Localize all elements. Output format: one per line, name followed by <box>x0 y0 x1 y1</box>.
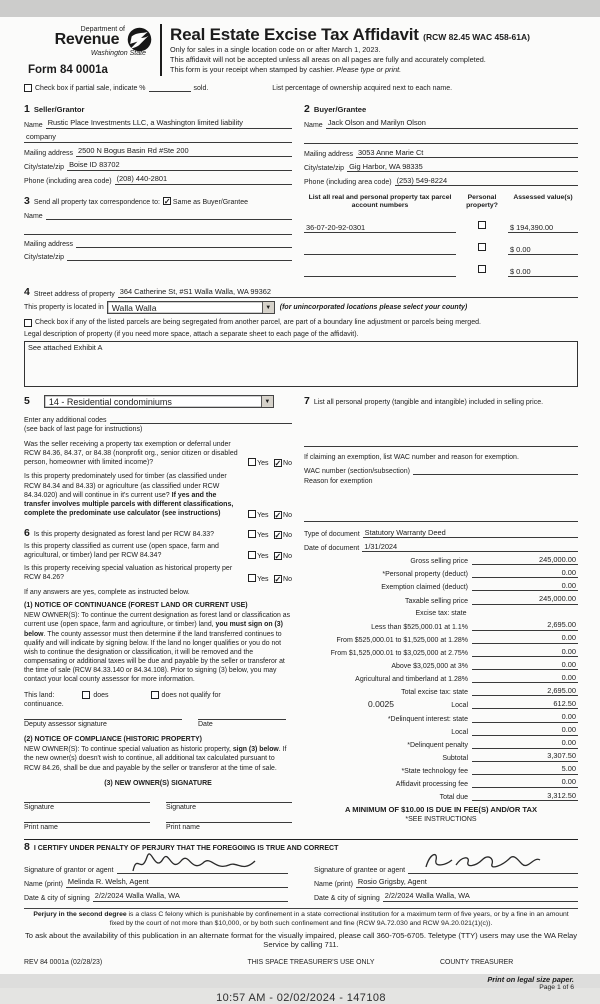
s5q2-yes-checkbox[interactable] <box>248 510 256 518</box>
taxable-selling-price-field[interactable]: 245,000.00 <box>472 594 578 605</box>
perjury-notice: Perjury in the second degree is a class C felony which is punishable by confinement in a state correctional institution for a maximum term of five years, or by a fine in an amount fixed by the court of not more than $10,000, or by both such confinement and fine (RCW 9A.72.030 and RCW 9A.20.021(1)(c)). <box>33 910 569 927</box>
buyer-phone-field[interactable]: (253) 549-8224 <box>395 176 578 187</box>
current-use-question: Is this property classified as current use (open space, farm and agricultural, or timber) land per RCW 84.34? <box>24 542 219 560</box>
seller-exemption-question: Was the seller receiving a property tax exemption or deferral under RCW 84.36, 84.37, or 84.38 (nonprofit org., senior citizen or disabled person, homeowner with limited income)? <box>24 440 238 467</box>
excise-tier2-field[interactable]: 0.00 <box>472 633 578 644</box>
county-dropdown[interactable] <box>107 301 275 314</box>
deputy-date-field[interactable]: Date <box>198 719 286 728</box>
correspondence-name-field-line2[interactable] <box>24 226 292 236</box>
land-use-code-dropdown[interactable] <box>44 395 274 408</box>
delinquent-penalty-field[interactable]: 0.00 <box>472 738 578 749</box>
exemption-note: If claiming an exemption, list WAC number and reason for exemption. <box>304 453 519 461</box>
treasurer-use-only-label: THIS SPACE TREASURER'S USE ONLY <box>247 959 375 967</box>
s6q2-yes-checkbox[interactable] <box>248 551 256 559</box>
section-7-number: 7 <box>304 394 310 407</box>
correspondence-mailing-field[interactable] <box>76 239 292 249</box>
minimum-due-note: A MINIMUM OF $10.00 IS DUE IN FEE(S) AND/OR TAX <box>344 805 538 815</box>
s6q3-yes-checkbox[interactable] <box>248 574 256 582</box>
affidavit-page: Department of Revenue Washington State Form 84 0001a Real Estate Excise Tax Affidavit (RCW 82.45 WAC 458-61A) Only for sales in a single location code on or after March 1, 2023. This affidavit will not be accepted unless all areas on all pages are fully and accurately completed. This form is your receipt when stamped by cashier. Please type or print. Check box if partial sale, indicate % sold. List percentage of ownership acquired next to each name. 1 Seller/Grantor Name Rustic Place Investments LLC, a Washington limited liability company Mailing address 2500 N Bogus Basin Rd #Ste 200 City/state/zip Boise ID 83702 Phone (including area code) (208) 440-2801 3 Send all property tax correspondence to: ✓ Same as Buyer/Grantee Name Mailing address City/state/zip 2 Buyer/Grantee Name Jack Olson and Marilyn Olson Mailing address 3053 Anne Marie Ct City/state/zip Gig Harbor, WA 98335 Phone (including area code) (253) 549-8224 List all real and personal property tax parcel account numbers Personal property? Assessed value(s) 36-07-20-92-0301 $ 194,390.00 $ 0.00 $ 0.00 4 Street address of property 364 Catherine St, #S1 Walla Walla, WA 99362 This property is located in Walla Walla ▼ (for unincorporated locations please select your county) Check box if any of the listed parcels are being segregated from another parcel, are part of a boundary line adjustment or parcels being merged. Legal description of property (if you need more space, attach a separate sheet to each page of the affidavit). See attached Exhibit A 5 14 - Residential condominiums ▼ Enter any additional codes (see back of last page for instructions) Was the seller receiving a property tax exemption or deferral under RCW 84.36, 84.37, or 84.38 (nonprofit org., senior citizen or disabled person, homeowner with limited income)? Yes ✓ No Is this property predominately used for timber (as classified under RCW 84.34 and 84.33) or agriculture (as classified under RCW 84.34.020) and will continue in it's current use? If yes and the transfer involves multiple parcels with different classifications, complete the predominate use calculator (see instructions) Yes ✓ No 6 Is this property designated as forest land per RCW 84.33? Yes ✓ No Is this property classified as current use (open space, farm and agricultural, or timber) land per RCW 84.34? Yes ✓ No Is this property receiving special valuation as historical property per RCW 84.26? Yes ✓ No If any answers are yes, complete as instructed below. (1) NOTICE OF CONTINUANCE (FOREST LAND OR CURRENT USE) NEW OWNER(S): To continue the current designation as forest land or classification as current use (open space, farm and agriculture, or timber) land, you must sign on (3) below. The county assessor must then determine if the land transferred continues to qualify and will indicate by signing below. If the land no longer qualifies or you do not wish to continue the designation or classification, it will be removed and the compensating or additional taxes will be due and payable by the seller or transferor at the time of sale (RCW 84.33.140 or 84.34.108). Prior to signing (3) below, you may contact your local county assessor for more information. This land: does does not qualify for continuance. Deputy assessor signature Date (2) NOTICE OF COMPLIANCE (HISTORIC PROPERTY) NEW OWNER(S): To continue special valuation as historic property, sign (3) below. If the new owner(s) doesn't wish to continue, all additional tax calculated pursuant to RCW 84.26, shall be due and payable by the seller or transferor at the time of sale. (3) NEW OWNER(S) SIGNATURE Signature Signature Print name Print name 7 List all personal property (tangible and intangible) included in selling price. If claiming an exemption, list WAC number and reason for exemption. WAC number (section/subsection) Reason for exemption Type of document Statutory Warranty Deed Date of document 1/31/2024 Gross selling price 245,000.00 *Personal property (deduct) 0.00 Exemption claimed (deduct) 0.00 Taxable selling price 245,000.00 Excise tax: state Less than $525,000.01 at 1.1% 2,695.00 From $525,000.01 to $1,525,000 at 1.28% 0.00 From $1,525,000.01 to $3,025,000 at 2.75% 0.00 Above $3,025,000 at 3% 0.00 Agricultural and timberland at 1.28% 0.00 Total excise tax: state 2,695.00 0.0025 Local 612.50 *Delinquent interest: state 0.00 Local 0.00 *Delinquent penalty 0.00 Subtotal 3,307.50 *State technology fee 5.00 Affidavit processing fee 0.00 Total due 3,312.50 A MINIMUM OF $10.00 IS DUE IN FEE(S) AND/OR TAX *SEE INSTRUCTIONS 8 I CERTIFY UNDER PENALTY OF PERJURY THAT THE FOREGOING IS TRUE AND CORRECT Signature of grantor or agent Name (print) Melinda R. Welsh, Agent Date & city of signing 2/2/2024 Walla Walla, WA Signature of grantee or agent Name (print) Rosio Grigsby, Agent Date & city of signing 2/2/2024 Walla Walla, WA Perjury in the second degree is a class C felony which is punishable by confinement in a state correctional institution for a maximum term of five years, or by a fine in an amount fixed by the court of not more than $10,000, or by both such confinement and fine (RCW 9A.72.030 and RCW 9A.20.021(1)(c)). To ask about the availability of this publication in an alternate format for the visually impaired, please call 360-705-6705. Teletype (TTY) users may use the WA Relay Service by calling 711. REV 84 0001a (02/28/23) THIS SPACE TREASURER'S USE ONLY COUNTY TREASURER 10:57 AM - 02/02/2024 - 147108 Print on legal size paper. Page 1 of 6 <box>0 0 600 988</box>
section-6-number: 6 <box>24 526 30 539</box>
certify-statement: I CERTIFY UNDER PENALTY OF PERJURY THAT THE FOREGOING IS TRUE AND CORRECT <box>33 845 339 853</box>
local-rate-value: 0.0025 <box>368 699 394 710</box>
if-yes-instruction: If any answers are yes, complete as instructed below. <box>24 588 190 596</box>
additional-codes-field[interactable] <box>110 415 293 425</box>
total-due-field[interactable]: 3,312.50 <box>472 791 578 802</box>
title-rcw-reference: (RCW 82.45 WAC 458-61A) <box>423 32 530 42</box>
forest-land-question: Is this property designated as forest land per RCW 84.33? <box>33 530 214 538</box>
subtotal-field[interactable]: 3,307.50 <box>472 751 578 762</box>
excise-tax-state-header: Excise tax: state <box>415 609 467 617</box>
grantor-date-city-field[interactable]: 2/2/2024 Walla Walla, WA <box>93 891 288 902</box>
county-note: (for unincorporated locations please select your county) <box>279 304 468 312</box>
buyer-name-field-line2[interactable] <box>304 135 578 145</box>
parcel-header-numbers: List all real and personal property tax parcel account numbers <box>308 194 452 210</box>
print-legal-size-note: Print on legal size paper. <box>487 974 574 984</box>
logo-washington-state-text: Washington State <box>90 50 146 57</box>
delinquent-interest-local-field[interactable]: 0.00 <box>472 725 578 736</box>
new-owners-signature-title: (3) NEW OWNER(S) SIGNATURE <box>104 779 212 787</box>
section-4-number: 4 <box>24 285 30 298</box>
parcel-table <box>304 194 578 277</box>
segregated-label: Check box if any of the listed parcels are being segregated from another parcel, are part of a boundary line adjustment or parcels being merged. <box>35 318 481 326</box>
parcel-row <box>304 215 578 233</box>
buyer-mailing-address-field[interactable]: 3053 Anne Marie Ct <box>356 148 578 159</box>
notice-continuance-body: NEW OWNER(S): To continue the current designation as forest land or classification as current use (open space, farm and agriculture, or timber) land, you must sign on (3) below. The county assessor must then determine if the land transferred continues to qualify and will indicate by signing below. If the land no longer qualifies or you do not wish to continue the designation or classification, it will be removed and the compensating or additional taxes will be due and payable by the seller or transferor at the time of sale (RCW 84.33.140 or 84.34.108). Prior to signing (3) below, you may contact your local county assessor for more information. <box>24 612 291 684</box>
affidavit-processing-fee-field[interactable]: 0.00 <box>472 777 578 788</box>
s5q1-yes-checkbox[interactable] <box>248 458 256 466</box>
historical-property-question: Is this property receiving special valuation as historical property per RCW 84.26? <box>24 565 233 582</box>
partial-sale-suffix: sold. <box>193 84 209 92</box>
legal-description-field[interactable]: See attached Exhibit A <box>24 341 578 387</box>
county-dropdown-value: Walla Walla <box>111 303 157 314</box>
logo-revenue-text: Revenue <box>54 31 120 48</box>
timber-agriculture-question: Is this property predominately used for timber (as classified under RCW 84.34 and 84.33) or agriculture (as classified under RCW 84.34.020) and will continue in it's current use? If yes and the transfer involves multiple parcels with different classifications, complete the predominate use calculator (see instructions) <box>24 473 234 518</box>
section-4: 4 Street address of property 364 Catherine St, #S1 Walla Walla, WA 99362 This property is located in Walla Walla ▼ (for unincorporated locations please select your county) Check box if any of the listed parcels are being segregated from another parcel, are part of a boundary line adjustment or parcels being merged. Legal description of property (if you need more space, attach a separate sheet to each page of the affidavit). See attached Exhibit A <box>24 286 578 387</box>
correspondence-name-field[interactable] <box>46 210 292 220</box>
same-as-buyer-label: Same as Buyer/Grantee <box>172 198 249 206</box>
grantor-print-name-field[interactable]: Melinda R. Welsh, Agent <box>66 877 288 888</box>
document-type-field[interactable]: Statutory Warranty Deed <box>363 528 578 539</box>
header-divider <box>160 24 162 76</box>
seller-name-field-line2[interactable]: company <box>24 132 292 143</box>
treasurer-stamp: 10:57 AM - 02/02/2024 - 147108 <box>216 992 386 1004</box>
excise-agricultural-field[interactable]: 0.00 <box>472 673 578 684</box>
total-excise-state-field[interactable]: 2,695.00 <box>472 686 578 697</box>
parcel-number-field-1[interactable]: 36-07-20-92-0301 <box>304 223 456 233</box>
land-does-not-qualify-checkbox[interactable] <box>151 691 159 699</box>
section-2-number: 2 <box>304 102 310 115</box>
section-3-label: Send all property tax correspondence to: <box>33 198 160 206</box>
grantee-signature-field[interactable] <box>408 864 578 874</box>
personal-property-list-field[interactable] <box>304 437 578 447</box>
personal-property-checkbox-3[interactable] <box>478 265 486 273</box>
header-note-2: This affidavit will not be accepted unless all areas on all pages are fully and accurately completed. <box>170 55 486 65</box>
parcel-row <box>304 259 578 277</box>
excise-tier3-field[interactable]: 0.00 <box>472 647 578 658</box>
land-qualify-row: This land: does does not qualify for <box>24 691 221 699</box>
deputy-assessor-signature-field[interactable]: Deputy assessor signature <box>24 719 182 728</box>
delinquent-interest-state-field[interactable]: 0.00 <box>472 712 578 723</box>
logo-department-of-text: Department of <box>80 26 125 33</box>
s6q2-no-checkbox[interactable]: ✓ <box>274 552 282 562</box>
buyer-name-field[interactable]: Jack Olson and Marilyn Olson <box>326 118 578 129</box>
notice-compliance-title: (2) NOTICE OF COMPLIANCE (HISTORIC PROPERTY) <box>24 736 202 744</box>
footer <box>24 911 578 1004</box>
excise-tier4-field[interactable]: 0.00 <box>472 660 578 671</box>
seller-mailing-address-field[interactable]: 2500 N Bogus Basin Rd #Ste 200 <box>76 146 292 157</box>
assessed-value-field-1[interactable]: $ 194,390.00 <box>508 223 578 233</box>
s5q1-no-checkbox[interactable]: ✓ <box>274 459 282 469</box>
partial-sale-label: Check box if partial sale, indicate % <box>35 84 146 92</box>
page-number: Page 1 of 6 <box>539 983 574 991</box>
personal-property-checkbox-1[interactable] <box>478 221 486 229</box>
section-8-number: 8 <box>24 841 30 854</box>
new-owner-signature-field-2[interactable]: Signature <box>166 802 292 811</box>
grantee-print-name-field[interactable]: Rosio Grigsby, Agent <box>356 877 578 888</box>
correspondence-city-field[interactable] <box>67 252 292 262</box>
section-3-number: 3 <box>24 194 30 207</box>
footer-divider <box>24 908 578 909</box>
partial-sale-percent-field[interactable] <box>149 82 191 92</box>
new-owner-print-name-field-2[interactable]: Print name <box>166 822 292 831</box>
section-2-title: Buyer/Grantee <box>313 104 367 114</box>
legal-description-label: Legal description of property (if you need more space, attach a separate sheet to each page of the affidavit). <box>24 330 359 338</box>
revenue-swirl-icon <box>127 27 152 52</box>
rev-form-id: REV 84 0001a (02/28/23) <box>24 959 103 967</box>
land-use-code-value: 14 - Residential condominiums <box>48 396 172 407</box>
land-does-qualify-checkbox[interactable] <box>82 691 90 699</box>
new-owner-signature-field-1[interactable]: Signature <box>24 802 150 811</box>
new-owner-print-name-field-1[interactable]: Print name <box>24 822 150 831</box>
seller-city-state-zip-field[interactable]: Boise ID 83702 <box>67 160 292 171</box>
partial-sale-row <box>24 82 578 92</box>
gross-selling-price-field[interactable]: 245,000.00 <box>472 555 578 566</box>
s5q2-no-checkbox[interactable]: ✓ <box>274 510 282 520</box>
personal-property-checkbox-2[interactable] <box>478 243 486 251</box>
section-5-number: 5 <box>24 395 30 408</box>
excise-tier1-field[interactable]: 2,695.00 <box>472 620 578 631</box>
notice-continuance-title: (1) NOTICE OF CONTINUANCE (FOREST LAND OR CURRENT USE) <box>24 601 248 609</box>
additional-codes-note: (see back of last page for instructions) <box>24 426 143 434</box>
wac-number-field[interactable] <box>413 465 578 475</box>
grantee-date-city-field[interactable]: 2/2/2024 Walla Walla, WA <box>383 891 578 902</box>
exemption-claimed-field[interactable]: 0.00 <box>472 581 578 592</box>
reason-for-exemption-label: Reason for exemption <box>304 477 373 485</box>
header-note-3: This form is your receipt when stamped by cashier. Please type or print. <box>170 65 402 75</box>
personal-property-deduct-field[interactable]: 0.00 <box>472 568 578 579</box>
buyer-city-state-zip-field[interactable]: Gig Harbor, WA 98335 <box>347 162 578 173</box>
same-as-buyer-checkbox[interactable]: ✓ <box>163 196 171 206</box>
parcel-header-personal: Personal property? <box>466 194 498 210</box>
personal-property-intro: List all personal property (tangible and intangible) included in selling price. <box>313 398 544 406</box>
chevron-down-icon[interactable]: ▼ <box>262 302 274 313</box>
parcel-header-assessed: Assessed value(s) <box>513 194 573 201</box>
segregated-checkbox[interactable] <box>24 319 32 327</box>
parcel-row <box>304 237 578 255</box>
assessed-value-field-3[interactable]: $ 0.00 <box>508 267 578 277</box>
document-date-field[interactable]: 1/31/2024 <box>362 542 578 553</box>
assessed-value-field-2[interactable]: $ 0.00 <box>508 245 578 255</box>
section-1-number: 1 <box>24 102 30 115</box>
notice-compliance-body: NEW OWNER(S): To continue special valuation as historic property, sign (3) below. If the new owner(s) doesn't wish to continue, all additional tax calculated pursuant to RCW 84.26, shall be due and payable by the seller or transferor at the time of sale. <box>24 746 287 772</box>
state-technology-fee-field[interactable]: 5.00 <box>472 764 578 775</box>
accessibility-notice: To ask about the availability of this publication in an alternate format for the visually impaired, please call 360-705-6705. Teletype (TTY) users may use the WA Relay Service by calling 711. <box>24 931 578 950</box>
continuance-text: continuance. <box>24 700 64 708</box>
section-1-title: Seller/Grantor <box>33 104 85 114</box>
s6q1-no-checkbox[interactable]: ✓ <box>274 530 282 540</box>
scan-top-band <box>0 0 600 17</box>
local-excise-tax-field[interactable]: 612.50 <box>472 699 578 710</box>
chevron-down-icon[interactable]: ▼ <box>261 396 273 407</box>
grantee-signature <box>422 847 542 875</box>
page-title: Real Estate Excise Tax Affidavit <box>170 25 419 44</box>
grantor-signature-field[interactable] <box>117 864 288 874</box>
seller-name-field[interactable]: Rustic Place Investments LLC, a Washington limited liability <box>46 118 292 129</box>
dor-logo <box>24 24 152 76</box>
header-note-1: Only for sales in a single location code on or after March 1, 2023. <box>170 45 381 54</box>
partial-sale-checkbox[interactable] <box>24 84 32 92</box>
county-treasurer-label: COUNTY TREASURER <box>440 959 514 967</box>
form-header <box>24 24 578 76</box>
grantor-signature <box>131 847 259 877</box>
reason-for-exemption-field[interactable] <box>304 512 578 522</box>
ownership-percentage-note: List percentage of ownership acquired next to each name. <box>272 84 453 92</box>
s6q1-yes-checkbox[interactable] <box>248 530 256 538</box>
s6q3-no-checkbox[interactable]: ✓ <box>274 574 282 584</box>
section-8-divider <box>24 839 578 840</box>
see-instructions-note: *SEE INSTRUCTIONS <box>405 816 477 824</box>
seller-phone-field[interactable]: (208) 440-2801 <box>115 174 292 185</box>
parcel-number-field-2[interactable] <box>304 245 456 255</box>
parcel-number-field-3[interactable] <box>304 267 456 277</box>
property-street-address-field[interactable]: 364 Catherine St, #S1 Walla Walla, WA 99362 <box>118 287 578 298</box>
form-number: Form 84 0001a <box>28 64 108 76</box>
